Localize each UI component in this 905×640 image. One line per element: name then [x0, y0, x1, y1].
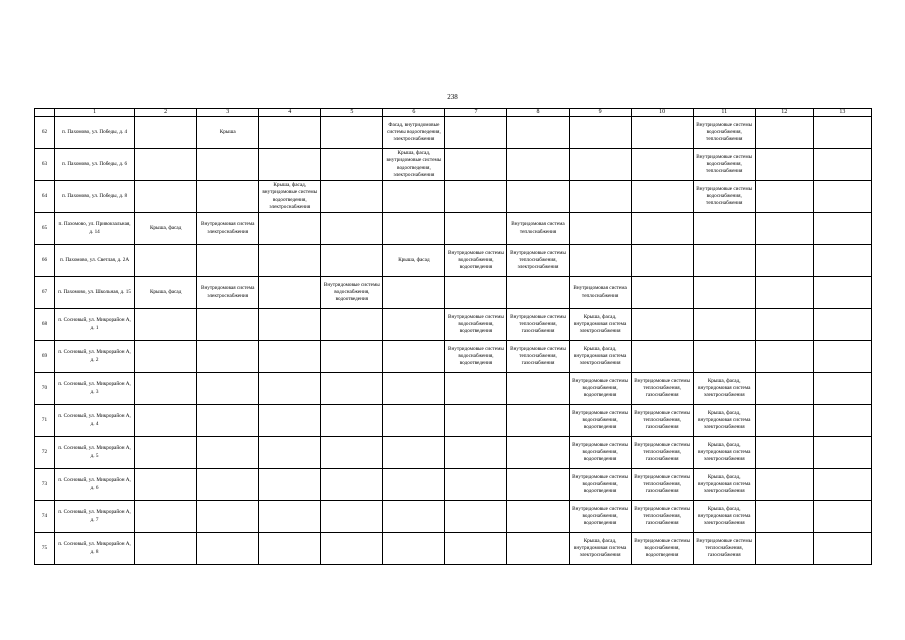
table-row	[35, 341, 872, 373]
col-11-cell	[693, 213, 755, 245]
col-10-cell	[631, 341, 693, 373]
col-9-cell	[569, 149, 631, 181]
col-5-cell	[321, 117, 383, 149]
cell-text: Внутридомовые системы теплоснабжения, газоснабжения	[634, 409, 691, 431]
col-7-cell	[445, 277, 507, 309]
col-4-cell	[259, 405, 321, 437]
address-cell	[55, 341, 135, 373]
col-13-cell	[813, 117, 871, 149]
col-13-cell	[813, 405, 871, 437]
col-11-cell	[693, 181, 755, 213]
col-8-cell	[507, 309, 569, 341]
row-number-cell	[35, 309, 55, 341]
col-10-cell	[631, 149, 693, 181]
col-2-cell	[135, 469, 197, 501]
header-cell: 10	[631, 109, 693, 117]
cell-text: Крыша, фасад, внутридомовая система электроснабжения	[573, 345, 627, 367]
table-row	[35, 501, 872, 533]
col-5-cell	[321, 277, 383, 309]
col-5-cell	[321, 245, 383, 277]
address-cell	[55, 437, 135, 469]
page-number: 238	[447, 93, 458, 101]
col-3-cell	[197, 373, 259, 405]
col-11-cell	[693, 341, 755, 373]
col-2-cell	[135, 437, 197, 469]
col-10-cell	[631, 117, 693, 149]
col-3-cell	[197, 501, 259, 533]
cell-text: Внутридомовые системы теплоснабжения, газоснабжения	[634, 377, 691, 399]
cell-text: п. Пахомово, ул. Светлая, д. 2А	[60, 256, 130, 263]
cell-text: Внутридомовые системы водоснабжения, водоотведения	[323, 281, 380, 303]
col-5-cell	[321, 533, 383, 565]
col-4-cell	[259, 309, 321, 341]
cell-text: Внутридомовые системы водоснабжения, водоотведения	[448, 249, 504, 271]
cell-text: Внутридомовые системы водоснабжения, теплоснабжения	[696, 153, 753, 175]
cell-text: Крыша, фасад, внутридомовые системы водоотведения, электроснабжения	[262, 182, 318, 210]
cell-text: Внутридомовые системы водоснабжения, водоотведения	[572, 377, 628, 399]
col-12-cell	[755, 117, 813, 149]
col-4-cell	[259, 373, 321, 405]
header-cell: 3	[197, 109, 259, 117]
col-7-cell	[445, 181, 507, 213]
col-2-cell	[135, 245, 197, 277]
col-3-cell	[197, 533, 259, 565]
row-number-cell	[35, 373, 55, 405]
cell-text: Внутридомовые системы водоснабжения, водоотведения	[572, 409, 628, 431]
col-3-cell	[197, 245, 259, 277]
header-cell: 2	[135, 109, 197, 117]
col-13-cell	[813, 501, 871, 533]
col-12-cell	[755, 245, 813, 277]
header-cell: 8	[507, 109, 569, 117]
col-11-cell	[693, 501, 755, 533]
col-12-cell	[755, 149, 813, 181]
cell-text: Внутридомовые системы теплоснабжения, газоснабжения	[510, 345, 566, 367]
cell-text: Внутридомовые системы теплоснабжения, газоснабжения	[634, 473, 691, 495]
col-13-cell	[813, 309, 871, 341]
col-8-cell	[507, 373, 569, 405]
col-8-cell	[507, 501, 569, 533]
cell-text: 68	[41, 320, 48, 327]
col-8-cell	[507, 533, 569, 565]
cell-text: 74	[41, 512, 48, 519]
col-5-cell	[321, 501, 383, 533]
cell-text: п. Пахомово, ул. Привокзальная, д. 14	[58, 221, 131, 235]
col-12-cell	[755, 405, 813, 437]
col-10-cell	[631, 277, 693, 309]
col-5-cell	[321, 437, 383, 469]
col-4-cell	[259, 533, 321, 565]
col-4-cell	[259, 469, 321, 501]
col-6-cell	[383, 117, 445, 149]
cell-text: п. Пахомово, ул. Победы, д. 4	[62, 128, 128, 135]
col-4-cell	[259, 117, 321, 149]
col-13-cell	[813, 469, 871, 501]
table-row	[35, 213, 872, 245]
header-cell-row-number	[35, 109, 55, 117]
col-2-cell	[135, 501, 197, 533]
cell-text: Крыша, фасад, внутридомовая система электроснабжения	[573, 313, 627, 335]
cell-text: Внутридомовые системы водоснабжения, водоотведения	[634, 537, 691, 559]
col-13-cell	[813, 341, 871, 373]
col-3-cell	[197, 181, 259, 213]
col-11-cell	[693, 245, 755, 277]
cell-text: Внутридомовые системы водоснабжения, теплоснабжения	[696, 121, 753, 143]
header-cell: 12	[755, 109, 813, 117]
col-9-cell	[569, 309, 631, 341]
cell-text: Крыша, фасад, внутридомовая система электроснабжения	[698, 377, 751, 399]
col-8-cell	[507, 277, 569, 309]
col-5-cell	[321, 405, 383, 437]
row-number-cell	[35, 341, 55, 373]
col-5-cell	[321, 373, 383, 405]
col-6-cell	[383, 181, 445, 213]
col-2-cell	[135, 213, 197, 245]
col-6-cell	[383, 533, 445, 565]
address-cell	[55, 117, 135, 149]
cell-text: Внутридомовые системы теплоснабжения, электроснабжения	[510, 249, 566, 271]
col-5-cell	[321, 309, 383, 341]
col-12-cell	[755, 469, 813, 501]
header-cell: 11	[693, 109, 755, 117]
cell-text: 62	[41, 128, 48, 135]
col-7-cell	[445, 533, 507, 565]
cell-text: п. Сосновый, ул. Микрорайон А, д. 1	[58, 317, 131, 331]
cell-text: Фасад, внутридомовые системы водоотведения, электроснабжения	[387, 121, 441, 143]
header-cell: 4	[259, 109, 321, 117]
cell-text: Крыша, фасад, внутридомовая система электроснабжения	[698, 505, 751, 527]
col-8-cell	[507, 117, 569, 149]
col-4-cell	[259, 149, 321, 181]
cell-text: Внутридомовые системы водоснабжения, водоотведения	[572, 473, 628, 495]
cell-text: 65	[41, 224, 48, 231]
address-cell	[55, 373, 135, 405]
col-6-cell	[383, 405, 445, 437]
col-4-cell	[259, 213, 321, 245]
col-9-cell	[569, 437, 631, 469]
cell-text: Внутридомовая система теплоснабжения	[511, 221, 565, 235]
col-10-cell	[631, 405, 693, 437]
row-number-cell	[35, 213, 55, 245]
table-row	[35, 533, 872, 565]
col-13-cell	[813, 181, 871, 213]
col-12-cell	[755, 309, 813, 341]
cell-text: п. Пахомово, ул. Победы, д. 8	[62, 192, 128, 199]
col-10-cell	[631, 373, 693, 405]
cell-text: Крыша, фасад, внутридомовая система электроснабжения	[698, 409, 751, 431]
col-7-cell	[445, 469, 507, 501]
row-number-cell	[35, 405, 55, 437]
col-2-cell	[135, 117, 197, 149]
address-cell	[55, 277, 135, 309]
address-cell	[55, 501, 135, 533]
col-13-cell	[813, 149, 871, 181]
col-7-cell	[445, 245, 507, 277]
col-3-cell	[197, 149, 259, 181]
col-7-cell	[445, 149, 507, 181]
table-row	[35, 277, 872, 309]
cell-text: Внутридомовые системы водоснабжения, водоотведения	[448, 313, 504, 335]
row-number-cell	[35, 437, 55, 469]
col-7-cell	[445, 373, 507, 405]
col-12-cell	[755, 533, 813, 565]
address-cell	[55, 309, 135, 341]
col-4-cell	[259, 277, 321, 309]
col-5-cell	[321, 341, 383, 373]
cell-text: 71	[41, 416, 48, 423]
cell-text: п. Пахомово, ул. Победы, д. 6	[62, 160, 128, 167]
col-13-cell	[813, 245, 871, 277]
table-row	[35, 245, 872, 277]
cell-text: 69	[41, 352, 48, 359]
col-12-cell	[755, 501, 813, 533]
col-11-cell	[693, 533, 755, 565]
col-2-cell	[135, 533, 197, 565]
header-cell: 7	[445, 109, 507, 117]
col-4-cell	[259, 341, 321, 373]
address-cell	[55, 533, 135, 565]
table-row	[35, 309, 872, 341]
col-2-cell	[135, 405, 197, 437]
row-number-cell	[35, 277, 55, 309]
col-6-cell	[383, 277, 445, 309]
col-3-cell	[197, 469, 259, 501]
cell-text: Внутридомовые системы теплоснабжения, газоснабжения	[696, 537, 753, 559]
table-row	[35, 117, 872, 149]
col-5-cell	[321, 181, 383, 213]
col-11-cell	[693, 437, 755, 469]
header-cell: 1	[55, 109, 135, 117]
cell-text: Внутридомовые системы теплоснабжения, газоснабжения	[510, 313, 566, 335]
col-6-cell	[383, 309, 445, 341]
row-number-cell	[35, 149, 55, 181]
col-8-cell	[507, 469, 569, 501]
col-9-cell	[569, 117, 631, 149]
col-10-cell	[631, 469, 693, 501]
col-6-cell	[383, 341, 445, 373]
col-7-cell	[445, 501, 507, 533]
table-row	[35, 373, 872, 405]
cell-text: 64	[41, 192, 48, 199]
col-13-cell	[813, 533, 871, 565]
cell-text: Крыша, фасад, внутридомовая система электроснабжения	[573, 537, 627, 559]
address-cell	[55, 213, 135, 245]
header-cell: 13	[813, 109, 871, 117]
col-3-cell	[197, 277, 259, 309]
col-2-cell	[135, 277, 197, 309]
col-10-cell	[631, 309, 693, 341]
col-2-cell	[135, 373, 197, 405]
table-row	[35, 181, 872, 213]
col-8-cell	[507, 341, 569, 373]
header-cell: 5	[321, 109, 383, 117]
col-5-cell	[321, 149, 383, 181]
col-9-cell	[569, 277, 631, 309]
header-cell: 9	[569, 109, 631, 117]
cell-text: Внутридомовые системы водоснабжения, теплоснабжения	[696, 185, 753, 207]
row-number-cell	[35, 181, 55, 213]
row-number-cell	[35, 533, 55, 565]
cell-text: п. Сосновый, ул. Микрорайон А, д. 3	[58, 381, 131, 395]
col-6-cell	[383, 501, 445, 533]
cell-text: Внутридомовые системы водоснабжения, водоотведения	[572, 505, 628, 527]
col-9-cell	[569, 341, 631, 373]
col-2-cell	[135, 149, 197, 181]
cell-text: Крыша, фасад, внутридомовая система электроснабжения	[698, 473, 751, 495]
col-3-cell	[197, 309, 259, 341]
col-8-cell	[507, 213, 569, 245]
col-3-cell	[197, 437, 259, 469]
col-7-cell	[445, 213, 507, 245]
col-11-cell	[693, 277, 755, 309]
col-7-cell	[445, 437, 507, 469]
col-11-cell	[693, 469, 755, 501]
col-6-cell	[383, 245, 445, 277]
cell-text: 72	[41, 448, 48, 455]
header-row	[35, 109, 872, 117]
address-cell	[55, 245, 135, 277]
col-4-cell	[259, 245, 321, 277]
address-cell	[55, 405, 135, 437]
col-8-cell	[507, 405, 569, 437]
col-5-cell	[321, 469, 383, 501]
col-7-cell	[445, 405, 507, 437]
col-13-cell	[813, 437, 871, 469]
address-cell	[55, 181, 135, 213]
col-3-cell	[197, 213, 259, 245]
col-6-cell	[383, 149, 445, 181]
cell-text: Внутридомовая система электроснабжения	[200, 285, 255, 299]
address-cell	[55, 469, 135, 501]
col-12-cell	[755, 437, 813, 469]
row-number-cell	[35, 245, 55, 277]
col-6-cell	[383, 373, 445, 405]
address-cell	[55, 149, 135, 181]
col-9-cell	[569, 501, 631, 533]
cell-text: 70	[41, 384, 48, 391]
row-number-cell	[35, 469, 55, 501]
col-7-cell	[445, 309, 507, 341]
col-11-cell	[693, 373, 755, 405]
col-9-cell	[569, 181, 631, 213]
cell-text: п. Сосновый, ул. Микрорайон А, д. 8	[58, 541, 131, 555]
cell-text: п. Сосновый, ул. Микрорайон А, д. 4	[58, 413, 131, 427]
cell-text: п. Сосновый, ул. Микрорайон А, д. 5	[58, 445, 131, 459]
col-6-cell	[383, 437, 445, 469]
col-11-cell	[693, 149, 755, 181]
col-10-cell	[631, 437, 693, 469]
col-9-cell	[569, 405, 631, 437]
cell-text: п. Сосновый, ул. Микрорайон А, д. 2	[58, 349, 131, 363]
col-7-cell	[445, 341, 507, 373]
col-4-cell	[259, 181, 321, 213]
cell-text: Внутридомовая система электроснабжения	[200, 221, 255, 235]
col-2-cell	[135, 181, 197, 213]
col-9-cell	[569, 469, 631, 501]
row-number-cell	[35, 501, 55, 533]
repair-schedule-table	[34, 108, 872, 565]
cell-text: Внутридомовая система теплоснабжения	[573, 285, 627, 299]
col-6-cell	[383, 213, 445, 245]
cell-text: Крыша	[219, 128, 236, 135]
col-7-cell	[445, 117, 507, 149]
header-cell: 6	[383, 109, 445, 117]
col-8-cell	[507, 149, 569, 181]
table-row	[35, 437, 872, 469]
col-6-cell	[383, 469, 445, 501]
col-2-cell	[135, 309, 197, 341]
col-8-cell	[507, 437, 569, 469]
cell-text: п. Сосновый, ул. Микрорайон А, д. 7	[58, 509, 131, 523]
col-5-cell	[321, 213, 383, 245]
cell-text: Внутридомовые системы теплоснабжения, газоснабжения	[634, 441, 691, 463]
col-11-cell	[693, 117, 755, 149]
col-12-cell	[755, 181, 813, 213]
col-10-cell	[631, 245, 693, 277]
cell-text: Крыша, фасад, внутридомовая система электроснабжения	[698, 441, 751, 463]
col-3-cell	[197, 117, 259, 149]
col-4-cell	[259, 501, 321, 533]
col-2-cell	[135, 341, 197, 373]
col-10-cell	[631, 533, 693, 565]
col-10-cell	[631, 213, 693, 245]
table-row	[35, 405, 872, 437]
cell-text: Внутридомовые системы водоснабжения, водоотведения	[572, 441, 628, 463]
cell-text: Внутридомовые системы теплоснабжения, газоснабжения	[634, 505, 691, 527]
col-12-cell	[755, 213, 813, 245]
col-9-cell	[569, 373, 631, 405]
col-13-cell	[813, 213, 871, 245]
cell-text: Крыша, фасад	[149, 224, 182, 231]
cell-text: Внутридомовые системы водоснабжения, водоотведения	[448, 345, 504, 367]
cell-text: 75	[41, 544, 48, 551]
col-3-cell	[197, 341, 259, 373]
cell-text: п. Пахомово, ул. Школьная, д. 15	[58, 288, 131, 295]
col-10-cell	[631, 501, 693, 533]
col-13-cell	[813, 373, 871, 405]
col-12-cell	[755, 373, 813, 405]
col-10-cell	[631, 181, 693, 213]
col-8-cell	[507, 181, 569, 213]
table-row	[35, 149, 872, 181]
col-9-cell	[569, 533, 631, 565]
col-8-cell	[507, 245, 569, 277]
col-13-cell	[813, 277, 871, 309]
col-9-cell	[569, 245, 631, 277]
cell-text: 63	[41, 160, 48, 167]
col-12-cell	[755, 277, 813, 309]
cell-text: п. Сосновый, ул. Микрорайон А, д. 6	[58, 477, 131, 491]
cell-text: Крыша, фасад	[149, 288, 182, 295]
cell-text: 67	[41, 288, 48, 295]
col-4-cell	[259, 437, 321, 469]
cell-text: Крыша, фасад	[398, 256, 430, 263]
col-11-cell	[693, 405, 755, 437]
cell-text: 73	[41, 480, 48, 487]
row-number-cell	[35, 117, 55, 149]
table-row	[35, 469, 872, 501]
cell-text: 66	[41, 256, 48, 263]
col-11-cell	[693, 309, 755, 341]
cell-text: Крыша, фасад, внутридомовые системы водоотведения, электроснабжения	[386, 150, 442, 178]
col-12-cell	[755, 341, 813, 373]
col-3-cell	[197, 405, 259, 437]
col-9-cell	[569, 213, 631, 245]
